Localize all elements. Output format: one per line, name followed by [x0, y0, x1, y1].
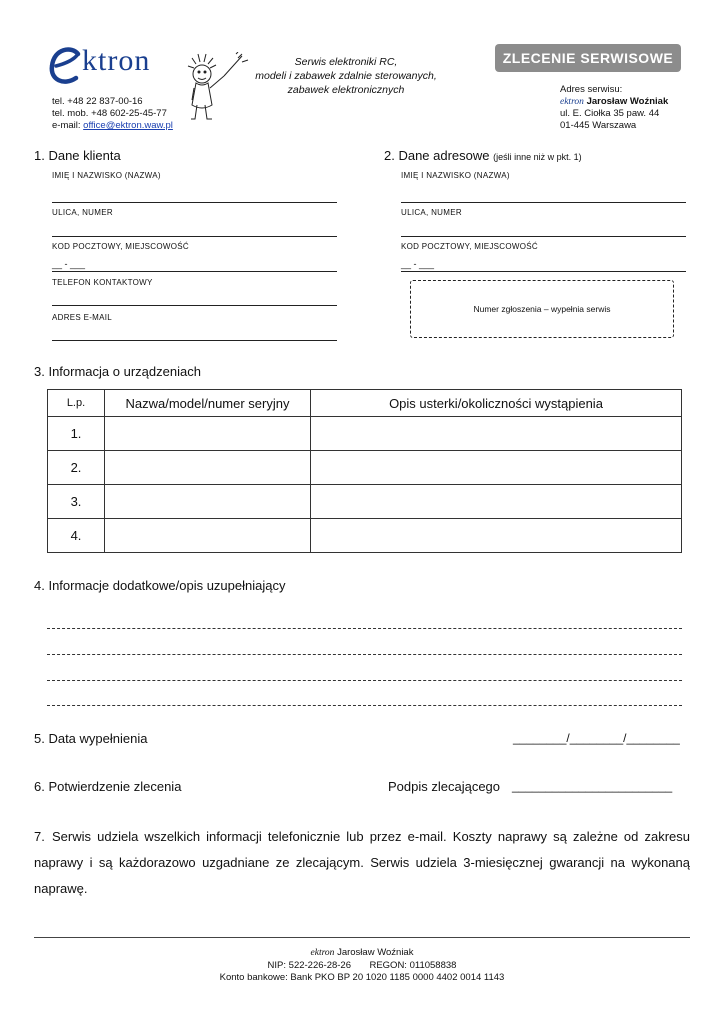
logo-e-mark — [48, 44, 86, 86]
service-owner-name: Jarosław Woźniak — [586, 96, 669, 107]
footer-divider — [34, 937, 690, 938]
footer-bank: Konto bankowe: Bank PKO BP 20 1020 1185 0000 4402 0014 1143 — [219, 972, 505, 983]
row-number: 2. — [48, 451, 105, 485]
extra-info-line-1[interactable] — [47, 628, 682, 629]
section-extra-title: 4. Informacje dodatkowe/opis uzupełniający — [34, 578, 286, 593]
fault-description-cell[interactable] — [311, 417, 682, 451]
device-name-cell[interactable] — [105, 451, 311, 485]
contact-email-prefix: e-mail: — [52, 120, 84, 131]
footer-brand: ektron — [310, 948, 335, 958]
contact-email — [52, 120, 173, 132]
service-brand: ektron — [560, 97, 584, 107]
tagline-line-3: zabawek elektronicznych — [287, 84, 405, 96]
extra-info-line-2[interactable] — [47, 654, 682, 655]
table-row — [48, 451, 682, 485]
section-address-title-text: 2. Dane adresowe — [384, 148, 490, 163]
extra-info-line-4[interactable] — [47, 705, 682, 706]
client-phone-field[interactable] — [52, 305, 337, 306]
terms-paragraph — [34, 824, 690, 902]
col-desc-header: Opis usterki/okoliczności wystąpienia — [311, 390, 682, 417]
signature-label: Podpis zlecającego — [388, 779, 501, 794]
client-phone-label: TELEFON KONTAKTOWY — [52, 278, 153, 287]
address-name-label: IMIĘ I NAZWISKO (NAZWA) — [401, 171, 510, 180]
section-address-note: (jeśli inne niż w pkt. 1) — [493, 152, 582, 162]
devices-table — [47, 389, 682, 553]
device-name-cell[interactable] — [105, 519, 311, 553]
logo-wordmark: ktron — [82, 44, 151, 77]
section-address-title — [384, 148, 582, 163]
row-number: 4. — [48, 519, 105, 553]
service-street: ul. E. Ciołka 35 paw. 44 — [560, 108, 660, 119]
row-number: 1. — [48, 417, 105, 451]
footer-company — [0, 947, 724, 959]
address-postal-blank: __ - ___ — [401, 259, 435, 269]
devices-table-header — [48, 390, 682, 417]
terms-number: 7. — [34, 829, 45, 844]
client-postal-blank: __ - ___ — [52, 259, 86, 269]
fault-description-cell[interactable] — [311, 451, 682, 485]
device-name-cell[interactable] — [105, 417, 311, 451]
document-title-badge: ZLECENIE SERWISOWE — [495, 44, 681, 72]
tagline-line-1: Serwis elektroniki RC, — [294, 56, 398, 68]
service-owner — [560, 96, 668, 108]
footer-owner: Jarosław Woźniak — [337, 947, 414, 958]
client-email-label: ADRES E-MAIL — [52, 313, 113, 322]
client-name-label: IMIĘ I NAZWISKO (NAZWA) — [52, 171, 161, 180]
signature-field[interactable]: ________________________ — [512, 779, 673, 793]
contact-mobile: tel. mob. +48 602-25-45-77 — [52, 108, 167, 119]
device-name-cell[interactable] — [105, 485, 311, 519]
ticket-number-box — [410, 280, 674, 338]
table-row — [48, 519, 682, 553]
address-street-field[interactable] — [401, 236, 686, 237]
address-postal-label: KOD POCZTOWY, MIEJSCOWOŚĆ — [401, 242, 538, 251]
fault-description-cell[interactable] — [311, 485, 682, 519]
row-number: 3. — [48, 485, 105, 519]
address-street-label: ULICA, NUMER — [401, 208, 462, 217]
ticket-number-label: Numer zgłoszenia – wypełnia serwis — [473, 304, 611, 314]
section-devices-title: 3. Informacja o urządzeniach — [34, 364, 201, 379]
service-city: 01-445 Warszawa — [560, 120, 637, 131]
client-street-label: ULICA, NUMER — [52, 208, 113, 217]
tagline-line-2: modeli i zabawek zdalnie sterowanych, — [255, 70, 437, 82]
fault-description-cell[interactable] — [311, 519, 682, 553]
section-client-title: 1. Dane klienta — [34, 148, 121, 163]
col-name-header: Nazwa/model/numer seryjny — [105, 390, 311, 417]
extra-info-line-3[interactable] — [47, 680, 682, 681]
terms-text: Serwis udziela wszelkich informacji telefonicznie lub przez e-mail. Koszty naprawy są zależne od zakresu naprawy i są każdorazowo uzgadniane ze zlecającym. Serwis udziela 3-miesięcznej gwarancji na wykonaną naprawę. — [34, 829, 690, 896]
section-date-title: 5. Data wypełnienia — [34, 731, 148, 746]
col-lp-header: L.p. — [48, 390, 105, 417]
client-postal-label: KOD POCZTOWY, MIEJSCOWOŚĆ — [52, 242, 189, 251]
footer-ids: NIP: 522-226-28-26 REGON: 011058838 — [267, 960, 457, 971]
section-confirm-title: 6. Potwierdzenie zlecenia — [34, 779, 182, 794]
client-email-field[interactable] — [52, 340, 337, 341]
service-address-label: Adres serwisu: — [560, 84, 623, 95]
email-link[interactable]: office@ektron.waw.pl — [83, 120, 173, 131]
client-postal-field[interactable] — [52, 271, 337, 272]
address-postal-field[interactable] — [401, 271, 686, 272]
company-tagline — [236, 55, 456, 97]
table-row — [48, 417, 682, 451]
client-street-field[interactable] — [52, 236, 337, 237]
table-row — [48, 485, 682, 519]
address-name-field[interactable] — [401, 202, 686, 203]
client-name-field[interactable] — [52, 202, 337, 203]
contact-phone: tel. +48 22 837-00-16 — [52, 96, 143, 107]
date-field[interactable]: ________/________/________ — [513, 731, 680, 745]
